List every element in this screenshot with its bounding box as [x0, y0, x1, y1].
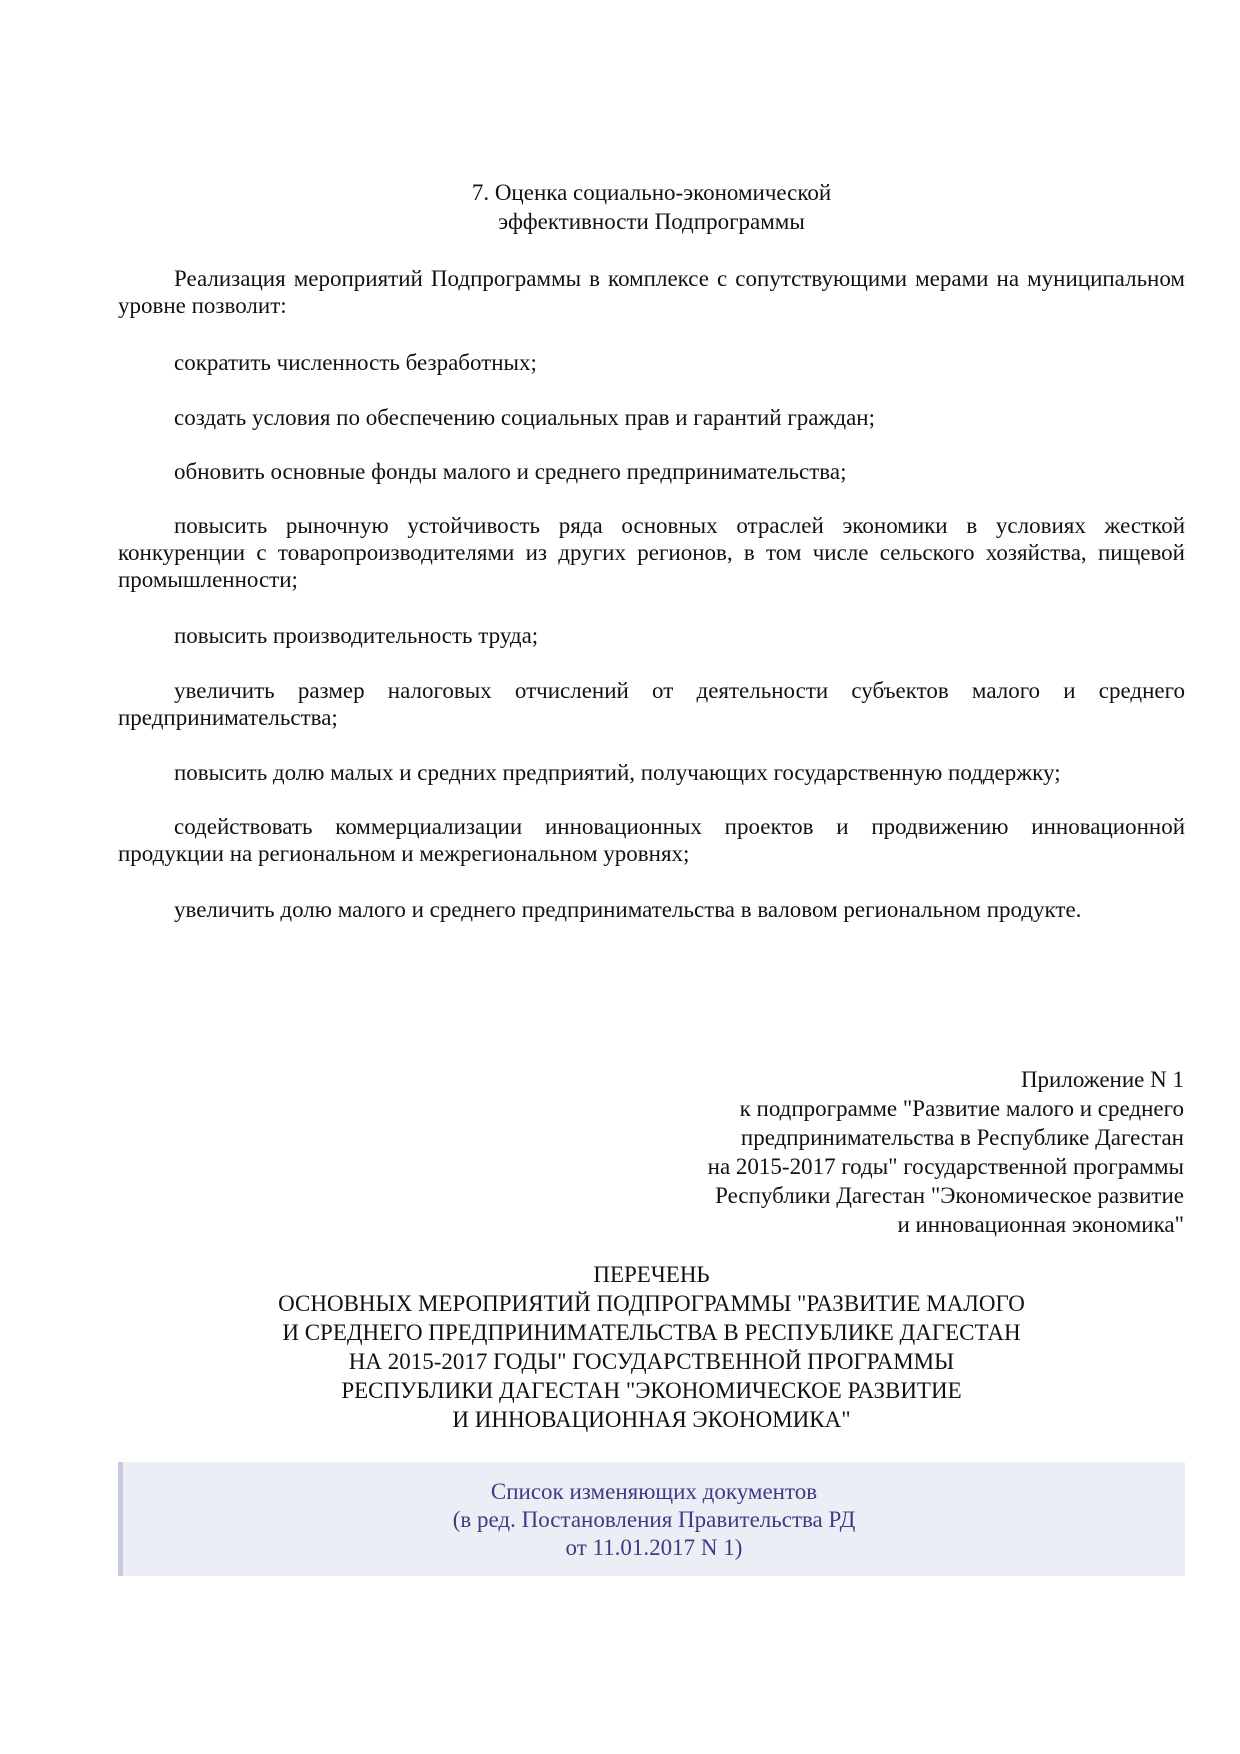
- appendix-line: предпринимательства в Республике Дагестан: [740, 1125, 1184, 1150]
- paragraph-item: повысить долю малых и средних предприятий, получающих государственную поддержку;: [174, 760, 1061, 785]
- appendix-line: и инновационная экономика": [897, 1212, 1184, 1237]
- paragraph-item: создать условия по обеспечению социальных прав и гарантий граждан;: [174, 405, 876, 430]
- perechen-line: И ИННОВАЦИОННАЯ ЭКОНОМИКА": [452, 1407, 851, 1432]
- paragraph-item: повысить рыночную устойчивость ряда основных отраслей экономики в условиях жесткой конкуренции с товаропроизводителями из других регионов, в том числе сельского хозяйства, пищевой промышленности;: [118, 513, 1185, 592]
- changes-box: [118, 1462, 1185, 1576]
- perechen-line: И СРЕДНЕГО ПРЕДПРИНИМАТЕЛЬСТВА В РЕСПУБЛИКЕ ДАГЕСТАН: [282, 1320, 1021, 1345]
- paragraph-intro: Реализация мероприятий Подпрограммы в комплексе с сопутствующими мерами на муниципальном уровне позволит:: [118, 266, 1185, 318]
- paragraph-item: повысить производительность труда;: [174, 623, 539, 648]
- section-title-line-1: 7. Оценка социально-экономической: [471, 180, 832, 205]
- appendix-line: Приложение N 1: [1020, 1067, 1184, 1092]
- changes-reference-line: (в ред. Постановления Правительства РД: [452, 1507, 856, 1532]
- perechen-line: ПЕРЕЧЕНЬ: [593, 1262, 710, 1287]
- perechen-line: НА 2015-2017 ГОДЫ" ГОСУДАРСТВЕННОЙ ПРОГРАММЫ: [348, 1349, 955, 1374]
- paragraph-item: увеличить размер налоговых отчислений от деятельности субъектов малого и среднего предпринимательства;: [118, 678, 1185, 730]
- appendix-header: [584, 1065, 1184, 1239]
- section-title: [118, 178, 1185, 236]
- appendix-line: к подпрограмме "Развитие малого и среднего: [739, 1096, 1184, 1121]
- paragraph-item: сократить численность безработных;: [174, 350, 537, 375]
- changes-title: Список изменяющих документов: [490, 1479, 818, 1504]
- appendix-line: Республики Дагестан "Экономическое развитие: [715, 1183, 1184, 1208]
- section-title-line-2: эффективности Подпрограммы: [498, 209, 805, 234]
- appendix-line: на 2015-2017 годы" государственной программы: [707, 1154, 1184, 1179]
- paragraph-item: содействовать коммерциализации инновационных проектов и продвижению инновационной продукции на региональном и межрегиональном уровнях;: [118, 814, 1185, 866]
- perechen-line: ОСНОВНЫХ МЕРОПРИЯТИЙ ПОДПРОГРАММЫ "РАЗВИТИЕ МАЛОГО: [278, 1291, 1025, 1316]
- perechen-line: РЕСПУБЛИКИ ДАГЕСТАН "ЭКОНОМИЧЕСКОЕ РАЗВИТИЕ: [341, 1378, 962, 1403]
- changes-reference-line: от 11.01.2017 N 1): [565, 1535, 743, 1560]
- perechen-title: [118, 1260, 1185, 1434]
- paragraph-item: увеличить долю малого и среднего предпринимательства в валовом региональном продукте.: [174, 897, 1082, 922]
- paragraph-item: обновить основные фонды малого и среднего предпринимательства;: [174, 459, 847, 484]
- changes-text: [123, 1478, 1185, 1562]
